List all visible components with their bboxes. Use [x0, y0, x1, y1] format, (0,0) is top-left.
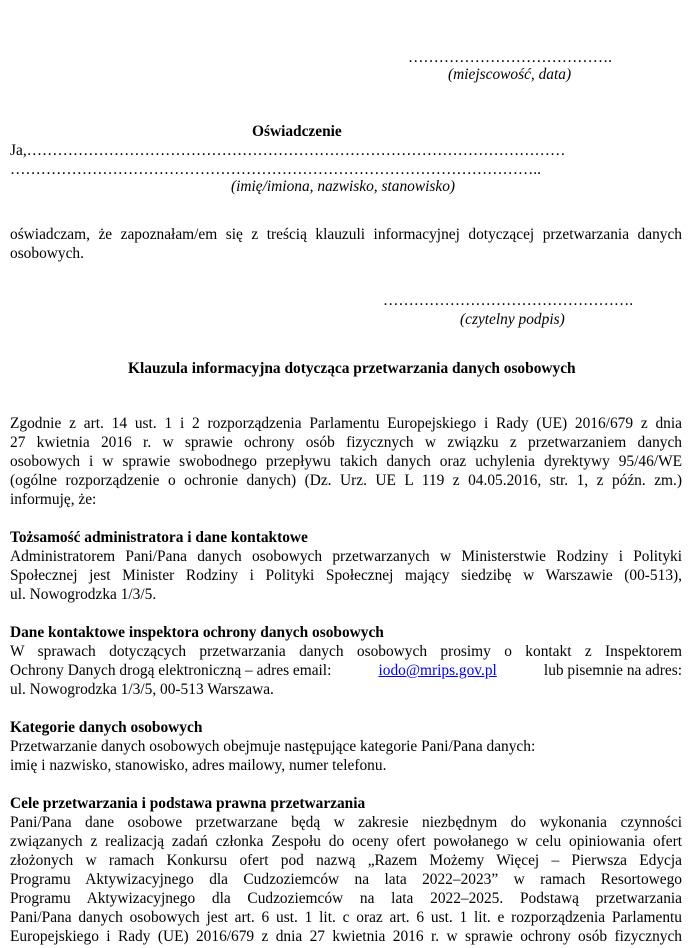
statement-line-1: oświadczam, że zapoznałam/em się z treścią klauzuli informacyjnej dotyczącej przetwarzania danych	[10, 226, 682, 243]
purpose-line: Pani/Pana dane osobowe przetwarzane będą w zakresie niezbędnym do wykonania czynności	[10, 814, 682, 831]
admin-line: Administratorem Pani/Pana danych osobowych przetwarzanych w Ministerstwie Rodziny i Polityki	[10, 548, 682, 565]
iod-line: W sprawach dotyczących przetwarzania danych osobowych prosimy o kontakt z Inspektorem	[10, 643, 682, 660]
iod-line-text: Ochrony Danych drogą elektroniczną – adres email:	[10, 662, 332, 679]
purpose-line: złożonych w ramach Konkursu ofert pod nazwą „Razem Możemy Więcej – Pierwsza Edycja	[10, 852, 682, 869]
purpose-line: Pani/Pana danych osobowych jest art. 6 ust. 1 lit. c oraz art. 6 ust. 1 lit. e rozporządzenia Parlamentu	[10, 909, 682, 926]
admin-line: ul. Nowogrodzka 1/3/5.	[10, 586, 157, 603]
signature-label: (czytelny podpis)	[460, 311, 565, 328]
declaration-title: Oświadczenie	[252, 123, 342, 140]
admin-line: Społecznej jest Minister Rodziny i Polityki Społecznej mający siedzibę w Warszawie (00-513),	[10, 567, 682, 584]
iod-line-text: lub pisemnie na adres:	[543, 662, 682, 679]
clause-title: Klauzula informacyjna dotycząca przetwarzania danych osobowych	[128, 360, 576, 377]
iod-heading: Dane kontaktowe inspektora ochrony danych osobowych	[10, 624, 384, 641]
purpose-line: Programu Aktywizacyjnego dla Cudzoziemców na lata 2022–2025. Podstawą przetwarzania	[10, 890, 682, 907]
name-field-label: (imię/imiona, nazwisko, stanowisko)	[231, 178, 456, 195]
intro-line: informuję, że:	[10, 491, 97, 508]
purpose-heading: Cele przetwarzania i podstawa prawna przetwarzania	[10, 795, 366, 812]
iod-email-link[interactable]: iodo@mrips.gov.pl	[378, 662, 497, 679]
statement-line-2: osobowych.	[10, 245, 84, 262]
purpose-line: związanych z realizacją zadań członka Zespołu do oceny ofert powołanego w celu opiniowania ofert	[10, 833, 682, 850]
admin-heading: Tożsamość administratora i dane kontaktowe	[10, 529, 308, 546]
name-line-2: …………………………………………………………………………………………..	[10, 161, 541, 178]
iod-line-email	[10, 661, 682, 680]
intro-line: Zgodnie z art. 14 ust. 1 i 2 rozporządzenia Parlamentu Europejskiego i Rady (UE) 2016/679 z dnia	[10, 415, 682, 432]
categories-line: imię i nazwisko, stanowisko, adres mailowy, numer telefonu.	[10, 757, 387, 774]
name-line-1: Ja,……………………………………………………………………………………………	[10, 142, 566, 159]
intro-line: 27 kwietnia 2016 r. w sprawie ochrony osób fizycznych w związku z przetwarzaniem danych	[10, 434, 682, 451]
intro-line: osobowych i w sprawie swobodnego przepływu takich danych oraz uchylenia dyrektywy 95/46/WE	[10, 453, 682, 470]
signature-dots: ………………………………………….	[383, 292, 634, 309]
categories-heading: Kategorie danych osobowych	[10, 719, 203, 736]
categories-line: Przetwarzanie danych osobowych obejmuje następujące kategorie Pani/Pana danych:	[10, 738, 536, 755]
purpose-line: Programu Aktywizacyjnego dla Cudzoziemców na lata 2022–2023” w ramach Resortowego	[10, 871, 682, 888]
intro-line: (ogólne rozporządzenie o ochronie danych) (Dz. Urz. UE L 119 z 04.05.2016, str. 1, z późn. zm.)	[10, 472, 682, 489]
place-date-dots: ………………………………….	[408, 49, 612, 66]
iod-line: ul. Nowogrodzka 1/3/5, 00-513 Warszawa.	[10, 681, 274, 698]
place-date-label: (miejscowość, data)	[448, 66, 572, 83]
purpose-line: Europejskiego i Rady (UE) 2016/679 z dnia 27 kwietnia 2016 r. w sprawie ochrony osób fizycznych	[10, 928, 682, 945]
